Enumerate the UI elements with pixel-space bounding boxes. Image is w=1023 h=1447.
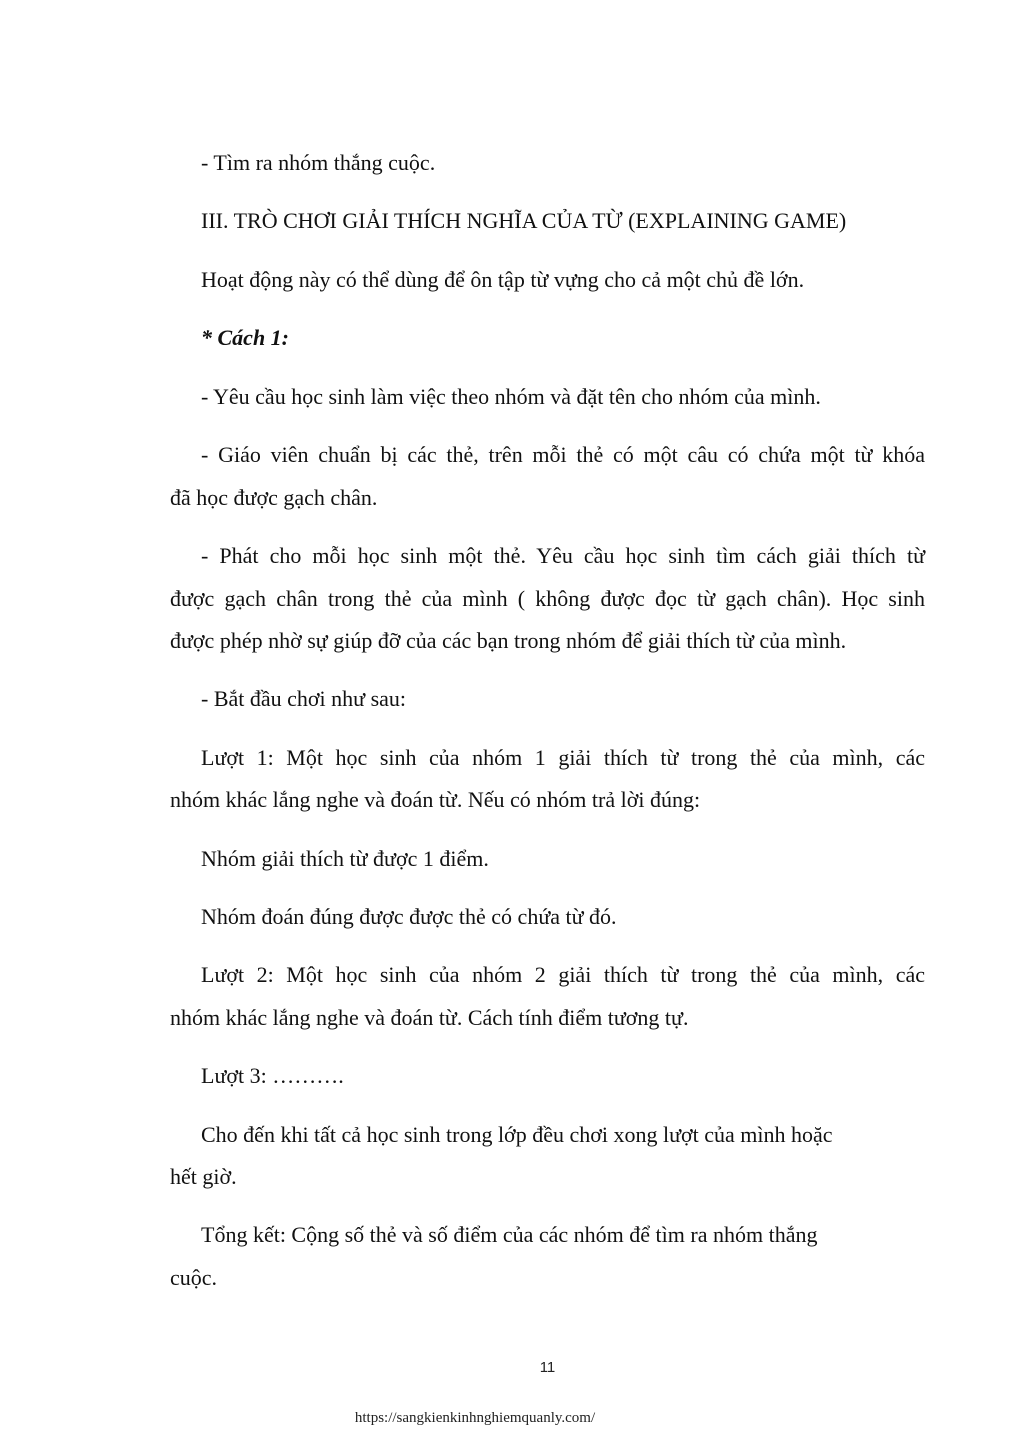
footer-url: https://sangkienkinhnghiemquanly.com/ [354,1410,596,1426]
step-prepare-cards-line1: - Giáo viên chuẩn bị các thẻ, trên mỗi thẻ có một câu có chứa một từ khóa [201,442,925,467]
step-prepare-cards-line2: đã học được gạch chân. [170,485,378,510]
turn1-line2: nhóm khác lắng nghe và đoán từ. Nếu có nhóm trả lời đúng: [170,787,701,812]
turn2-line2: nhóm khác lắng nghe và đoán từ. Cách tính điểm tương tự. [170,1005,689,1030]
section-heading: III. TRÒ CHƠI GIẢI THÍCH NGHĨA CỦA TỪ (EXPLAINING GAME) [201,208,847,233]
step-start-play: - Bắt đầu chơi như sau: [201,686,407,711]
step-group-work: - Yêu cầu học sinh làm việc theo nhóm và đặt tên cho nhóm của mình. [201,384,821,409]
method-heading: * Cách 1: [201,325,289,350]
turn1-line1: Lượt 1: Một học sinh của nhóm 1 giải thích từ trong thẻ của mình, các [201,745,925,770]
summary-line1: Tổng kết: Cộng số thẻ và số điểm của các nhóm để tìm ra nhóm thắng [201,1222,818,1247]
until-end-line1: Cho đến khi tất cả học sinh trong lớp đều chơi xong lượt của mình hoặc [201,1122,833,1147]
page-number: 11 [539,1359,556,1376]
intro-paragraph: Hoạt động này có thể dùng để ôn tập từ vựng cho cả một chủ đề lớn. [201,267,805,292]
scoring-guesser: Nhóm đoán đúng được được thẻ có chứa từ đó. [201,904,617,929]
step-hand-out-line2: được gạch chân trong thẻ của mình ( không được đọc từ gạch chân). Học sinh [170,586,925,611]
scoring-explainer: Nhóm giải thích từ được 1 điểm. [201,846,489,871]
until-end-line2: hết giờ. [170,1164,237,1189]
step-hand-out-line1: - Phát cho mỗi học sinh một thẻ. Yêu cầu học sinh tìm cách giải thích từ [201,543,925,568]
step-hand-out-line3: được phép nhờ sự giúp đỡ của các bạn trong nhóm để giải thích từ của mình. [170,628,847,653]
bullet-find-winner: - Tìm ra nhóm thắng cuộc. [201,150,436,175]
turn2-line1: Lượt 2: Một học sinh của nhóm 2 giải thích từ trong thẻ của mình, các [201,962,925,987]
summary-line2: cuộc. [170,1265,218,1290]
turn3: Lượt 3: ………. [201,1063,344,1088]
